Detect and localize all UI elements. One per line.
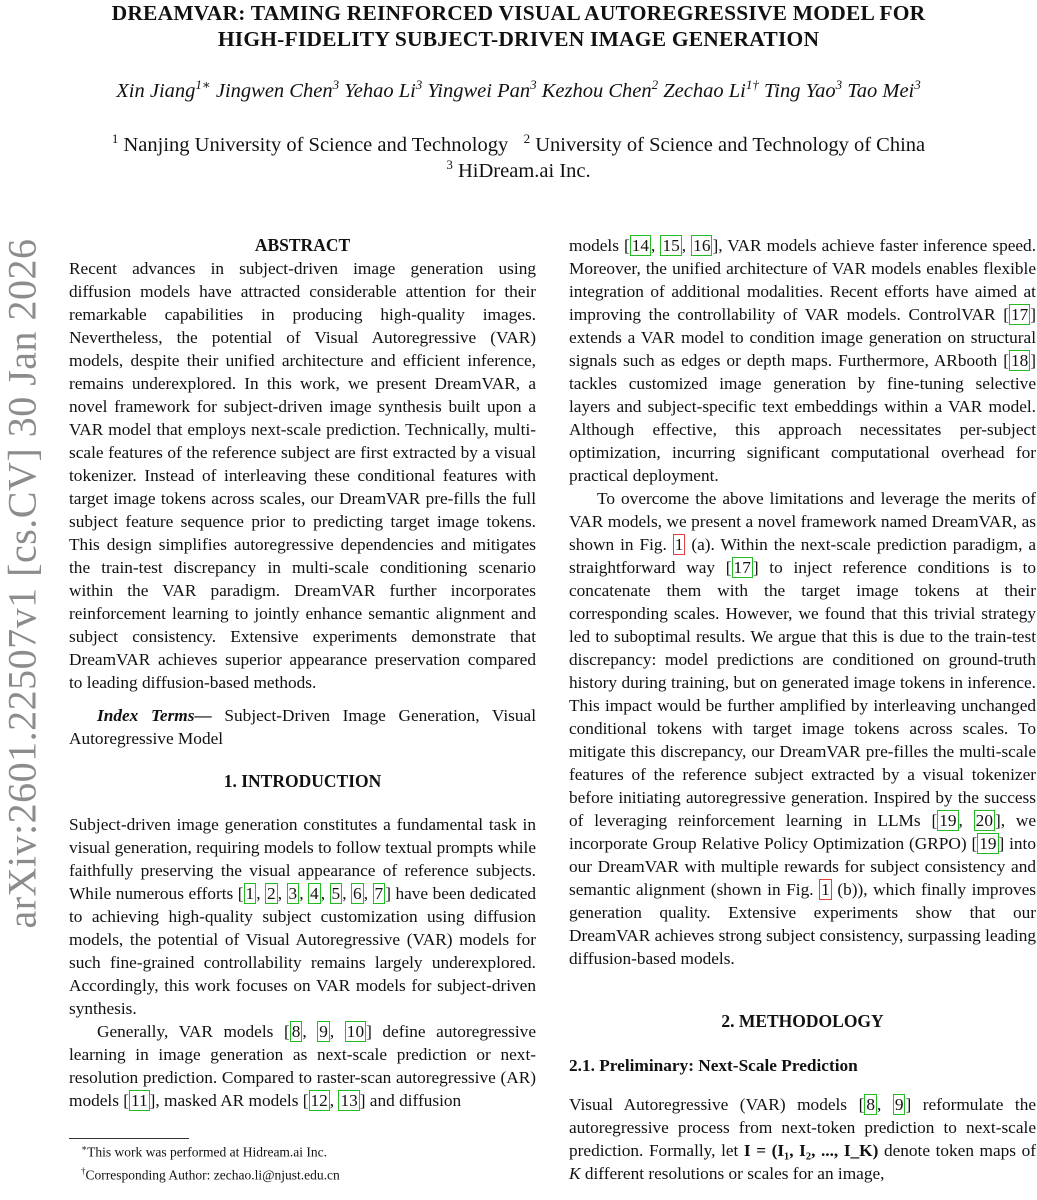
- author: Yehao Li$^3$: [344, 77, 423, 102]
- intro-paragraph-3: models [ 14 , 15 , 16 ], VAR models achieve faster inference speed. Moreover, the unified architecture of VAR models enables flexible integration of additional modalities. Recent efforts have aimed at improving the controllability of VAR models. ControlVAR [ 17 ] extends a VAR model to condition image generation on structural signals such as edges or depth maps. Furthermore, ARbooth [ 18 ] tackles customized image generation by fine-tuning selective layers and subject-specific text embeddings within a VAR model. Although effective, this approach necessitates per-subject optimization, incurring significant computational overhead for practical deployment.: [569, 236, 1037, 485]
- subsection-heading: 2.1. Preliminary: Next-Scale Prediction: [569, 1056, 858, 1075]
- citation-link[interactable]: 8: [291, 1022, 301, 1041]
- figure-link[interactable]: 1: [821, 880, 830, 899]
- citation-link[interactable]: 10: [346, 1022, 365, 1041]
- right-column: [569, 234, 1036, 1185]
- methodology-heading: 2. METHODOLOGY: [721, 1011, 884, 1031]
- author: Ting Yao$^3$: [763, 77, 843, 102]
- citation-link[interactable]: 18: [1010, 351, 1029, 370]
- citation-link[interactable]: 9: [319, 1022, 328, 1041]
- left-column: [69, 234, 536, 1184]
- citation-link[interactable]: 19: [939, 811, 957, 830]
- abstract-text: Recent advances in subject-driven image generation using diffusion models have attracted considerable attention for their remarkable capabilities in producing high-quality images. Nevertheless, the potential of Visual Autoregressive (VAR) models, despite their unified architecture and efficient inference, remains underexplored. In this work, we present DreamVAR, a novel framework for subject-driven image synthesis built upon a VAR model that employs next-scale prediction. Technically, multi-scale features of the reference subject are first extracted by a visual tokenizer. Instead of interleaving these conditional features with target image tokens across scales, our DreamVAR pre-fills the full subject feature sequence prior to predicting target image tokens. This design simplifies autoregressive dependencies and mitigates the train-test discrepancy in multi-scale conditioning scenario within the VAR paradigm. DreamVAR further incorporates reinforcement learning to jointly enhance semantic alignment and subject consistency. Extensive experiments demonstrate that DreamVAR achieves superior appearance preservation compared to leading diffusion-based methods.: [69, 259, 536, 692]
- citation-link[interactable]: 2: [267, 884, 276, 903]
- intro-paragraph-4: To overcome the above limitations and leverage the merits of VAR models, we present a novel framework named DreamVAR, as shown in Fig. 1 (a). Within the next-scale prediction paradigm, a straightforward way [ 17 ] to inject reference conditions is to concatenate them with the target image tokens at their corresponding scales. However, we found that this trivial strategy led to suboptimal results. We argue that this is due to the train-test discrepancy: model predictions are conditioned on ground-truth history during training, but on generated image tokens in inference. This impact would be further amplified by interleaving unchanged conditional tokens with target image tokens across scales. To mitigate this discrepancy, our DreamVAR pre-filles the multi-scale features of the reference subject extracted by a visual tokenizer before initiating autoregressive generation. Inspired by the success of leveraging reinforcement learning in LLMs [ 19 , 20 ], we incorporate Group Relative Policy Optimization (GRPO) [ 19 ] into our DreamVAR with multiple rewards for subject consistency and semantic alignment (shown in Fig. 1 (b)), which finally improves generation quality. Extensive experiments show that our DreamVAR achieves strong subject consistency, surpassing leading diffusion-based models.: [569, 489, 1037, 968]
- introduction-heading: 1. INTRODUCTION: [223, 771, 382, 791]
- intro-paragraph-2: Generally, VAR models [ 8 , 9 , 10 ] define autoregressive learning in image generation as next-scale prediction or next-resolution prediction. Compared to raster-scan autoregressive (AR) models [ 11 ], masked AR models [ 12 , 13 ] and diffusion: [69, 1022, 536, 1110]
- index-terms-text: Subject-Driven Image Generation, Visual Autoregressive Model: [69, 706, 536, 748]
- paper-title: [60, 0, 977, 52]
- citation-link[interactable]: 13: [340, 1091, 358, 1110]
- citation-link[interactable]: 17: [1010, 305, 1029, 324]
- footnote-2: †Corresponding Author: zechao.li@njust.edu.cn: [81, 1165, 340, 1182]
- intro-paragraph-1: Subject-driven image generation constitutes a fundamental task in visual generation, requiring models to follow textual prompts while faithfully preserving the visual appearance of reference subjects. While numerous efforts [ 1 , 2 , 3 , 4 , 5 , 6 , 7 ] have been dedicated to achieving high-quality subject customization using diffusion models, the potential of Visual Autoregressive (VAR) models for such fine-grained controllability remains largely underexplored. Accordingly, this work focuses on VAR models for subject-driven synthesis.: [69, 815, 537, 1018]
- citation-link[interactable]: 17: [733, 558, 751, 577]
- citation-link[interactable]: 19: [979, 834, 997, 853]
- author: Yingwei Pan$^3$: [427, 77, 537, 102]
- affiliation: $^1$ Nanjing University of Science and Technology: [111, 131, 509, 156]
- citation-link[interactable]: 5: [331, 884, 341, 903]
- citation-link[interactable]: 20: [975, 811, 993, 830]
- title-line-1: DREAMVAR: TAMING REINFORCED VISUAL AUTOREGRESSIVE MODEL FOR: [111, 1, 926, 25]
- author: Zechao $Li^{1\dagger}$: [663, 77, 759, 102]
- author: Jingwen Chen$^3$: [215, 77, 340, 102]
- affiliation: $^2$ University of Science and Technology of China: [523, 131, 926, 156]
- author: Xin Jiang$^{1∗}$: [116, 77, 211, 102]
- index-terms-label: Index Terms—: [97, 706, 212, 725]
- citation-link[interactable]: 3: [288, 884, 298, 903]
- citation-link[interactable]: 16: [693, 236, 711, 255]
- abstract-heading: ABSTRACT: [254, 235, 351, 255]
- affiliation: $^3$ HiDream.ai Inc.: [446, 157, 591, 182]
- citation-link[interactable]: 9: [894, 1095, 904, 1114]
- methodology-paragraph: Visual Autoregressive (VAR) models [ 8 , 9 ] reformulate the autoregressive process from next-token prediction to next-scale prediction. Formally, let I = (I₁, I₂, ..., I_K) denote token maps of K different resolutions or scales for an image,: [569, 1095, 1037, 1183]
- citation-link[interactable]: 4: [310, 884, 319, 903]
- title-line-2: HIGH-FIDELITY SUBJECT-DRIVEN IMAGE GENERATION: [217, 27, 820, 51]
- index-terms: [69, 704, 536, 750]
- math-expression: I = (I₁, I₂, ..., I_K): [743, 1141, 879, 1160]
- author: Kezhou Chen$^2$: [541, 77, 659, 102]
- author: Tao Mei$^3$: [847, 77, 921, 102]
- affiliations: [60, 132, 977, 184]
- arxiv-identifier: arXiv:2601.22507v1 [cs.CV] 30 Jan 2026: [0, 237, 45, 929]
- arxiv-identifier-sidebar: [0, 236, 45, 930]
- figure-link[interactable]: 1: [674, 535, 684, 554]
- citation-link[interactable]: 8: [866, 1095, 875, 1114]
- citation-link[interactable]: 15: [662, 236, 680, 255]
- citation-link[interactable]: 14: [631, 236, 650, 255]
- citation-link[interactable]: 1: [245, 884, 255, 903]
- footnote-1: ∗This work was performed at Hidream.ai Inc.: [81, 1143, 328, 1160]
- citation-link[interactable]: 12: [310, 1091, 328, 1110]
- citation-link[interactable]: 7: [374, 884, 384, 903]
- math-variable: K: [569, 1164, 581, 1183]
- citation-link[interactable]: 11: [131, 1091, 148, 1110]
- citation-link[interactable]: 6: [353, 884, 362, 903]
- author-list: [60, 78, 977, 104]
